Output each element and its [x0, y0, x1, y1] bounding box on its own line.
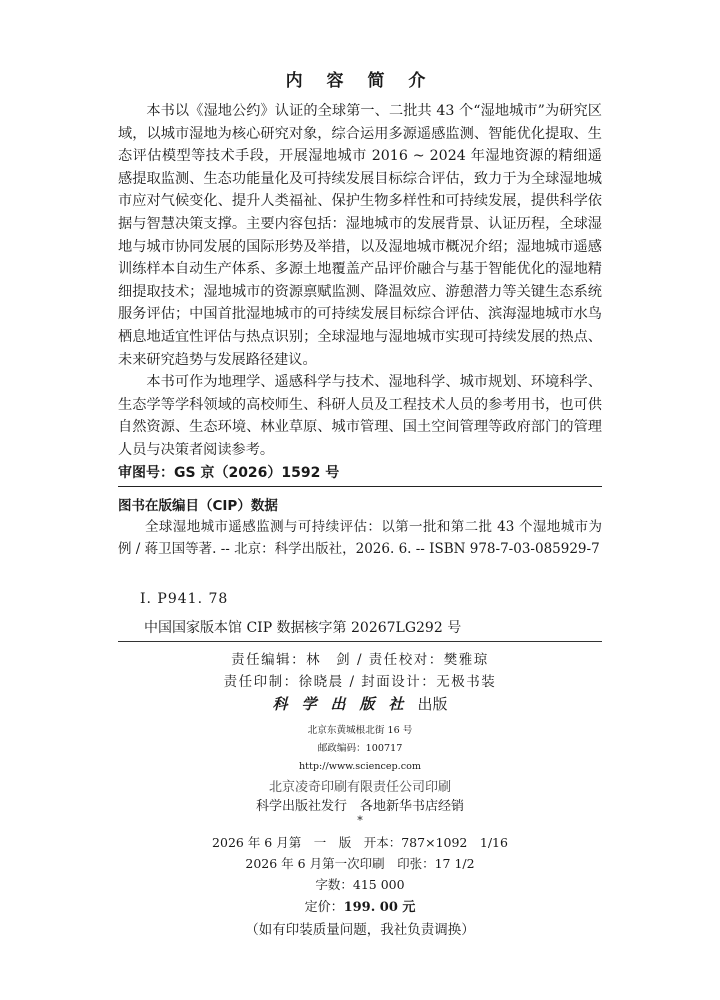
publisher-logo-name: 科学出版社 — [272, 695, 418, 713]
publisher-line — [0, 693, 720, 714]
editor-credits: 责任编辑：林 剑 / 责任校对：樊雅琼 — [231, 652, 489, 668]
cip-data-number: 中国国家版本馆 CIP 数据核字第 20267LG292 号 — [144, 620, 462, 636]
price — [0, 896, 720, 915]
postcode: 邮政编码：100717 — [317, 743, 403, 754]
word-count: 字数：415 000 — [315, 877, 405, 892]
printer: 北京凌奇印刷有限责任公司印刷 — [268, 780, 451, 795]
quality-note: （如有印装质量问题，我社负责调换） — [245, 922, 475, 938]
production-credits: 责任印制：徐晓晨 / 封面设计：无极书装 — [223, 674, 497, 690]
page-title: 内 容 简 介 — [285, 71, 435, 91]
cip-classification: Ⅰ. P941. 78 — [140, 591, 229, 607]
separator-star: * — [357, 814, 363, 827]
printing-sheets: 2026 年 6 月第一次印刷 印张：17 1/2 — [245, 856, 475, 871]
cip-title: 图书在版编目（CIP）数据 — [118, 498, 278, 514]
divider — [118, 641, 602, 642]
price-label: 定价： — [304, 900, 344, 915]
cip-record: 全球湿地城市遥感监测与可持续评估：以第一批和第二批 43 个湿地城市为例 / 蒋卫国等著. -- 北京：科学出版社，2026. 6. -- ISBN 978-7-03-085929-7 — [118, 519, 602, 557]
distribution: 科学出版社发行 各地新华书店经销 — [255, 799, 464, 814]
summary-paragraph-2: 本书可作为地理学、遥感科学与技术、湿地科学、城市规划、环境科学、生态学等学科领域的高校师生、科研人员及工程技术人员的参考用书，也可供自然资源、生态环境、林业草原、城市管理、国土空间管理等政府部门的管理人员与决策者阅读参考。 — [118, 374, 602, 458]
publisher-address: 北京东黄城根北街 16 号 — [307, 725, 413, 736]
edition-format: 2026 年 6 月第 一 版 开本：787×1092 1/16 — [212, 835, 508, 850]
publisher-suffix: 出版 — [417, 695, 448, 713]
summary-section — [118, 100, 602, 462]
summary-paragraph-1: 本书以《湿地公约》认证的全球第一、二批共 43 个“湿地城市”为研究区域，以城市湿地为核心研究对象，综合运用多源遥感监测、智能优化提取、生态评估模型等技术手段，开展湿地城市 2016 ~ 2024 年湿地资源的精细遥感提取监测、生态功能量化及可持续发展目标综合评估，致力于为全球湿地城市应对气候变化、提升人类福祉、保护生物多样性和可持续发展，提供科学依据与智慧决策支撑。主要内容包括：湿地城市的发展背景、认证历程，全球湿地与城市协同发展的国际形势及举措，以及湿地城市概况介绍；湿地城市遥感训练样本自动生产体系、多源土地覆盖产品评价融合与基于智能优化的湿地精细提取技术；湿地城市的资源禀赋监测、降温效应、游憩潜力等关键生态系统服务评估；中国首批湿地城市的可持续发展目标综合评估、滨海湿地城市水鸟栖息地适宜性评估与热点识别；全球湿地与湿地城市实现可持续发展的热点、未来研究趋势与发展路径建议。 — [118, 103, 602, 368]
publisher-url: http://www.sciencep.com — [299, 761, 421, 772]
map-review-number: 审图号：GS 京（2026）1592 号 — [118, 465, 340, 481]
divider — [118, 486, 602, 487]
price-value: 199. 00 元 — [343, 900, 416, 915]
